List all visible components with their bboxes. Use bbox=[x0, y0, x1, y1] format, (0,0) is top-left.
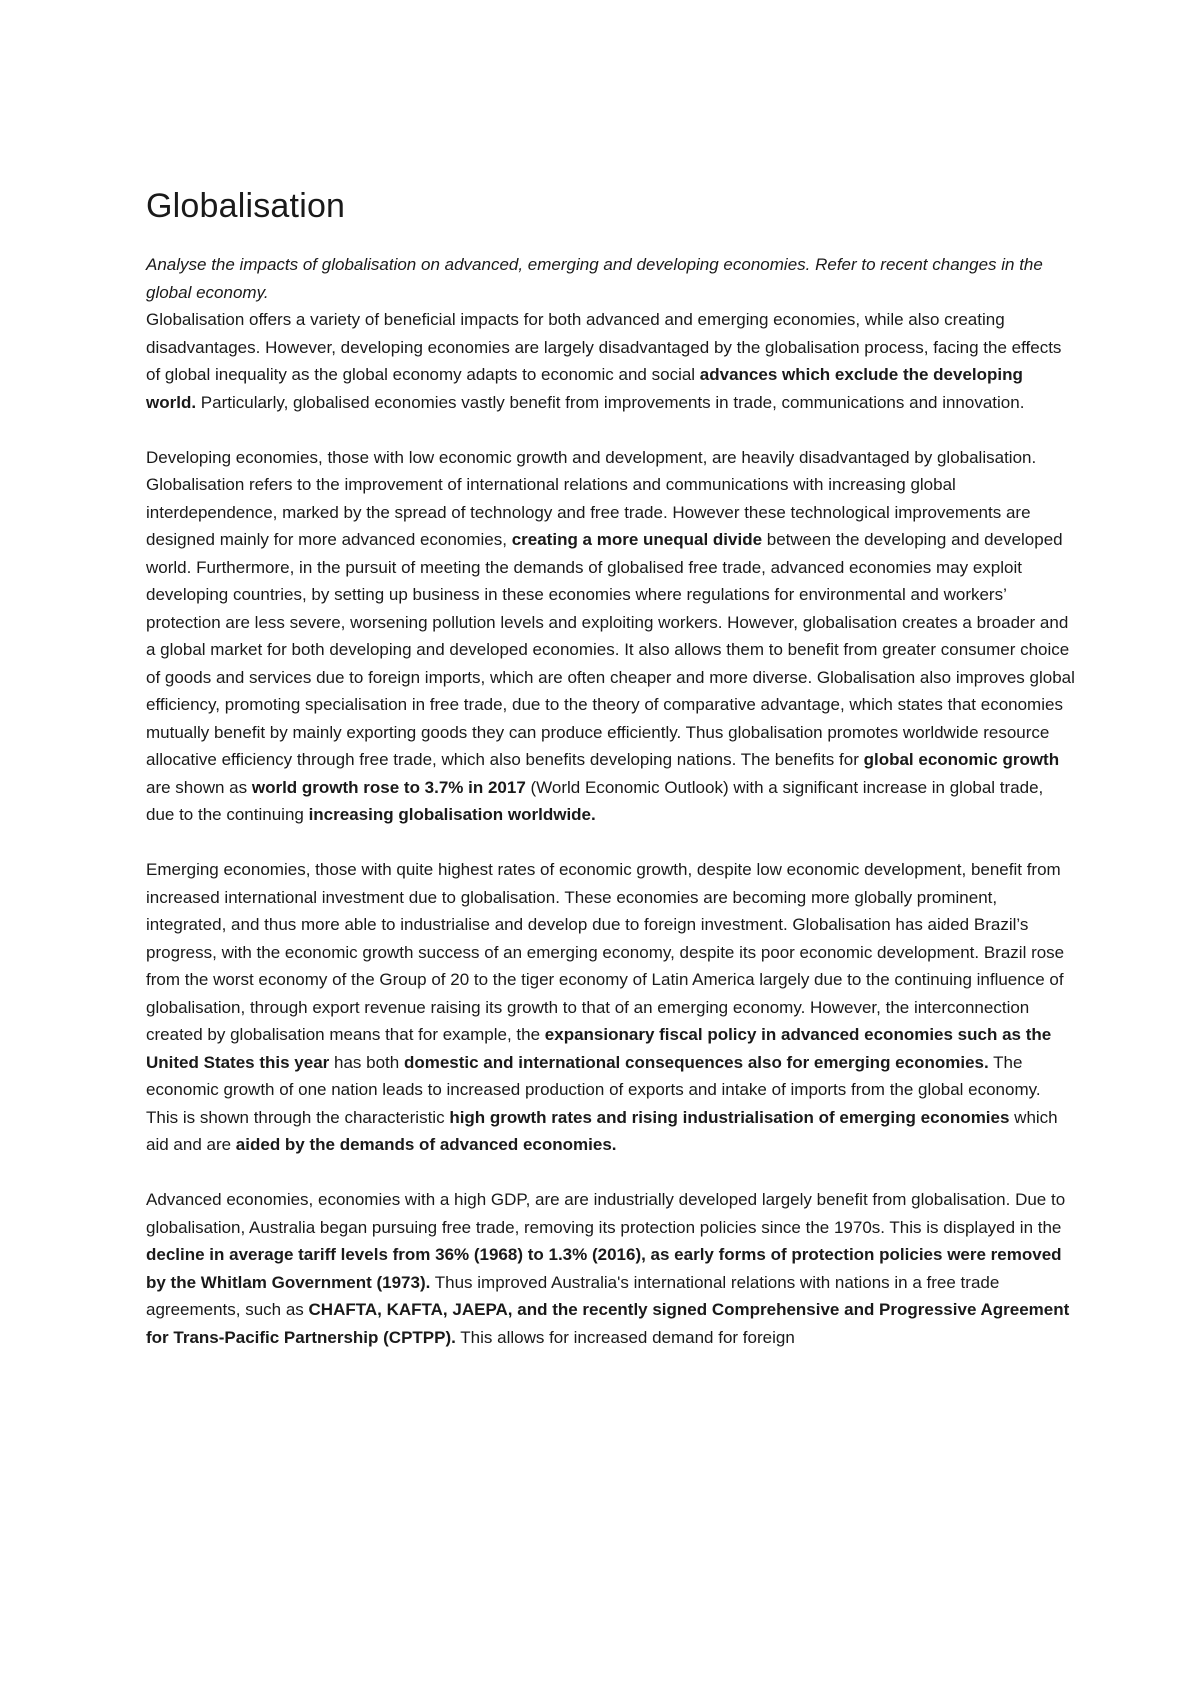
text-segment: The economic growth of one nation leads to increased production of exports and intake of imports from the global economy. This is shown through the characteristic bbox=[146, 1052, 1041, 1127]
body-paragraph bbox=[146, 306, 1076, 416]
text-segment: between the developing and developed world. Furthermore, in the pursuit of meeting the demands of globalised free trade, advanced economies may exploit developing countries, by setting up business in these economies where regulations for environmental and workers’ protection are less severe, worsening pollution levels and exploiting workers. However, globalisation creates a broader and a global market for both developing and developed economies. It also allows them to benefit from greater consumer choice of goods and services due to foreign imports, which are often cheaper and more diverse. Globalisation also improves global efficiency, promoting specialisation in free trade, due to the theory of comparative advantage, which states that economies mutually benefit by mainly exporting goods they can produce efficiently. Thus globalisation promotes worldwide resource allocative efficiency through free trade, which also benefits developing nations. The benefits for bbox=[146, 530, 1075, 770]
text-segment: Globalisation offers a variety of beneficial impacts for both advanced and emerging economies, while also creating disadvantages. However, developing economies are largely disadvantaged by the globalisation process, facing the effects of global inequality as the global economy adapts to economic and social bbox=[146, 310, 1062, 385]
bold-text-segment: creating a more unequal divide bbox=[511, 530, 763, 550]
bold-text-segment: decline in average tariff levels from 36% (1968) to 1.3% (2016), as early forms of protection policies were removed by the Whitlam Government (1973). bbox=[146, 1245, 1062, 1292]
text-segment: Thus improved Australia's international relations with nations in a free trade agreements, such as bbox=[146, 1272, 1000, 1320]
bold-text-segment: expansionary fiscal policy in advanced economies such as the United States this year bbox=[146, 1025, 1052, 1072]
body-paragraph bbox=[146, 444, 1076, 829]
paragraph-list bbox=[146, 306, 1076, 1351]
text-segment: which aid and are bbox=[146, 1107, 1058, 1155]
bold-text-segment: aided by the demands of advanced economies. bbox=[235, 1135, 617, 1155]
bold-text-segment: CHAFTA, KAFTA, JAEPA, and the recently signed Comprehensive and Progressive Agreement for Trans-Pacific Partnership (CPTPP). bbox=[146, 1300, 1070, 1347]
bold-text-segment: advances which exclude the developing world. bbox=[146, 365, 1023, 412]
text-segment: Emerging economies, those with quite highest rates of economic growth, despite low economic development, benefit from increased international investment due to globalisation. These economies are becoming more globally prominent, integrated, and thus more able to industrialise and develop due to foreign investment. Globalisation has aided Brazil’s progress, with the economic growth success of an emerging economy, despite its poor economic development. Brazil rose from the worst economy of the Group of 20 to the tiger economy of Latin America largely due to the continuing influence of globalisation, through export revenue raising its growth to that of an emerging economy. However, the interconnection created by globalisation means that for example, the bbox=[146, 860, 1065, 1045]
text-segment: (World Economic Outlook) with a significant increase in global trade, due to the continuing bbox=[146, 777, 1044, 825]
document-title: Globalisation bbox=[146, 187, 346, 225]
text-segment: Developing economies, those with low economic growth and development, are heavily disadvantaged by globalisation. Globalisation refers to the improvement of international relations and communications with increasing global interdependence, marked by the spread of technology and free trade. However these technological improvements are designed mainly for more advanced economies, bbox=[146, 447, 1037, 550]
text-segment: are shown as bbox=[146, 777, 252, 797]
bold-text-segment: domestic and international consequences also for emerging economies. bbox=[403, 1052, 989, 1072]
document-body bbox=[146, 188, 1076, 1351]
text-segment: This allows for increased demand for foreign bbox=[455, 1327, 795, 1347]
text-segment: Advanced economies, economies with a high GDP, are are industrially developed largely benefit from globalisation. Due to globalisation, Australia began pursuing free trade, removing its protection policies since the 1970s. This is displayed in the bbox=[146, 1190, 1066, 1237]
bold-text-segment: world growth rose to 3.7% in 2017 bbox=[251, 777, 526, 797]
bold-text-segment: global economic growth bbox=[863, 750, 1060, 770]
bold-text-segment: high growth rates and rising industrialisation of emerging economies bbox=[449, 1107, 1010, 1127]
body-paragraph bbox=[146, 856, 1076, 1159]
document-subtitle: Analyse the impacts of globalisation on advanced, emerging and developing economies. Refer to recent changes in the global economy. bbox=[146, 255, 1043, 302]
body-paragraph bbox=[146, 1186, 1076, 1351]
text-segment: Particularly, globalised economies vastly benefit from improvements in trade, communications and innovation. bbox=[196, 392, 1025, 412]
text-segment: has both bbox=[329, 1052, 404, 1072]
bold-text-segment: increasing globalisation worldwide. bbox=[308, 805, 596, 825]
